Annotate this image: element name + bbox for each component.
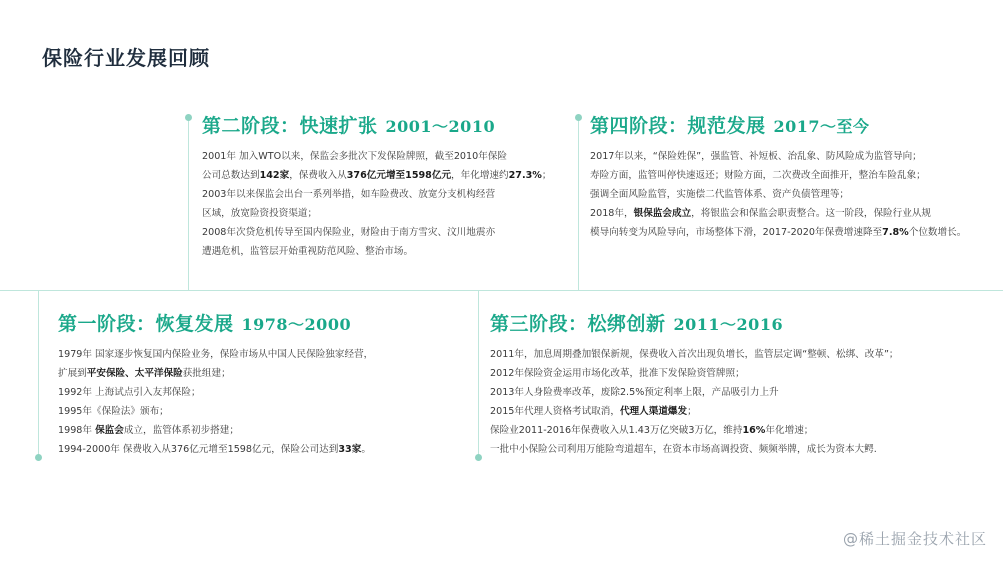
stage3-connector-line [478, 291, 479, 457]
stage-text-line [490, 421, 995, 440]
highlight-text: 7.8% [882, 227, 909, 238]
stage2-heading [202, 112, 582, 141]
highlight-text: 376亿元增至1598亿元 [346, 170, 452, 181]
stage3-years: 2011～2016 [673, 315, 784, 334]
stage-text-line [202, 242, 582, 261]
stage3-dot [475, 454, 482, 461]
text-segment: 1998年 [58, 425, 96, 436]
stage4-block [590, 112, 1003, 242]
stage1-heading [58, 310, 468, 339]
highlight-text: 银保监会成立 [633, 208, 692, 219]
stage1-years: 1978～2000 [241, 315, 352, 334]
stage-text-line [590, 185, 1003, 204]
highlight-text: 142家 [259, 170, 290, 181]
text-segment: 保险业2011-2016年保费收入从1.43万亿突破3万亿，维持 [490, 425, 743, 436]
highlight-text: 保监会 [95, 425, 124, 436]
stage-text-line [590, 166, 1003, 185]
stage-text-line [202, 204, 582, 223]
stage-text-line [202, 223, 582, 242]
text-segment: 2003年以来保监会出台一系列举措，如车险费改、放宽分支机构经营 [202, 189, 496, 200]
stage-text-line [58, 364, 468, 383]
stage4-list [590, 147, 1003, 242]
highlight-text: 代理人渠道爆发 [619, 406, 688, 417]
stage2-dot [185, 114, 192, 121]
text-segment: 公司总数达到 [202, 170, 260, 181]
text-segment: 获批组建； [182, 368, 231, 379]
stage-text-line [490, 440, 995, 459]
text-segment: 1994-2000年 保费收入从376亿元增至1598亿元，保险公司达到 [58, 444, 339, 455]
text-segment: 成立，监管体系初步搭建； [123, 425, 239, 436]
stage3-title: 第三阶段：松绑创新 [490, 313, 666, 335]
stage-text-line [58, 440, 468, 459]
stage-text-line [202, 147, 582, 166]
stage1-title: 第一阶段：恢复发展 [58, 313, 234, 335]
page-title: 保险行业发展回顾 [42, 46, 210, 70]
stage-text-line [590, 223, 1003, 242]
timeline-axis [0, 290, 1003, 291]
text-segment: 一批中小保险公司利用万能险弯道超车，在资本市场高调投资、频频举牌，成长为资本大鳄. [490, 444, 877, 455]
stage-text-line [58, 383, 468, 402]
stage-text-line [202, 166, 582, 185]
text-segment: 2001年 加入WTO以来，保监会多批次下发保险牌照，截至2010年保险 [202, 151, 508, 162]
stage-text-line [590, 204, 1003, 223]
text-segment: 寿险方面，监管叫停快速返还；财险方面，二次费改全面推开，整治车险乱象； [590, 170, 926, 181]
stage-text-line [58, 345, 468, 364]
text-segment: 2013年人身险费率改革，废除2.5%预定利率上限，产品吸引力上升 [490, 387, 779, 398]
text-segment: ，保费收入从 [289, 170, 347, 181]
text-segment: 1992年 上海试点引入友邦保险； [58, 387, 201, 398]
stage-text-line [490, 383, 995, 402]
text-segment: 2011年，加息周期叠加银保新规，保费收入首次出现负增长，监管层定调“整顿、松绑、改革”； [490, 349, 899, 360]
stage2-list [202, 147, 582, 261]
text-segment: ； [687, 406, 697, 417]
highlight-text: 27.3% [508, 170, 542, 181]
stage1-dot [35, 454, 42, 461]
stage4-heading [590, 112, 1003, 141]
text-segment: 1995年《保险法》颁布； [58, 406, 169, 417]
stage4-title: 第四阶段：规范发展 [590, 115, 766, 137]
text-segment: 区域，放宽险资投资渠道； [202, 208, 318, 219]
stage4-years: 2017～至今 [773, 117, 870, 136]
text-segment: ，年化增速约 [451, 170, 509, 181]
text-segment: 个位数增长。 [908, 227, 967, 238]
stage3-heading [490, 310, 995, 339]
highlight-text: 平安保险、太平洋保险 [86, 368, 183, 379]
text-segment: 遭遇危机，监管层开始重视防范风险、整治市场。 [202, 246, 414, 257]
text-segment: ； [541, 170, 552, 181]
watermark-text: @稀土掘金技术社区 [842, 530, 987, 548]
text-segment: 2012年保险资金运用市场化改革，批准下发保险资管牌照； [490, 368, 745, 379]
text-segment: 扩展到 [58, 368, 87, 379]
stage1-list [58, 345, 468, 459]
text-segment: 模导向转变为风险导向，市场整体下滑，2017-2020年保费增速降至 [590, 227, 883, 238]
text-segment: 2008年次贷危机传导至国内保险业，财险由于南方雪灾、汶川地震亦 [202, 227, 496, 238]
stage3-list [490, 345, 995, 459]
stage-text-line [58, 421, 468, 440]
stage2-connector-line [188, 118, 189, 290]
stage1-connector-line [38, 291, 39, 457]
text-segment: 2015年代理人资格考试取消， [490, 406, 620, 417]
stage1-block [58, 310, 468, 459]
stage-text-line [490, 364, 995, 383]
stage2-block [202, 112, 582, 261]
text-segment: ，将银监会和保监会职责整合。这一阶段，保险行业从规 [691, 208, 932, 219]
text-segment: 1979年 国家逐步恢复国内保险业务，保险市场从中国人民保险独家经营， [58, 349, 374, 360]
text-segment: 2017年以来，“保险姓保”，强监管、补短板、治乱象、防风险成为监管导向； [590, 151, 922, 162]
text-segment: 年化增速； [765, 425, 814, 436]
stage2-title: 第二阶段：快速扩张 [202, 115, 378, 137]
text-segment: 。 [361, 444, 371, 455]
stage-text-line [490, 345, 995, 364]
stage3-block [490, 310, 995, 459]
stage-text-line [490, 402, 995, 421]
stage-text-line [58, 402, 468, 421]
stage-text-line [202, 185, 582, 204]
text-segment: 强调全面风险监管，实施偿二代监管体系、资产负债管理等； [590, 189, 850, 200]
stage-text-line [590, 147, 1003, 166]
highlight-text: 33家 [338, 444, 362, 455]
highlight-text: 16% [742, 425, 766, 436]
stage2-years: 2001～2010 [385, 117, 496, 136]
text-segment: 2018年， [590, 208, 634, 219]
